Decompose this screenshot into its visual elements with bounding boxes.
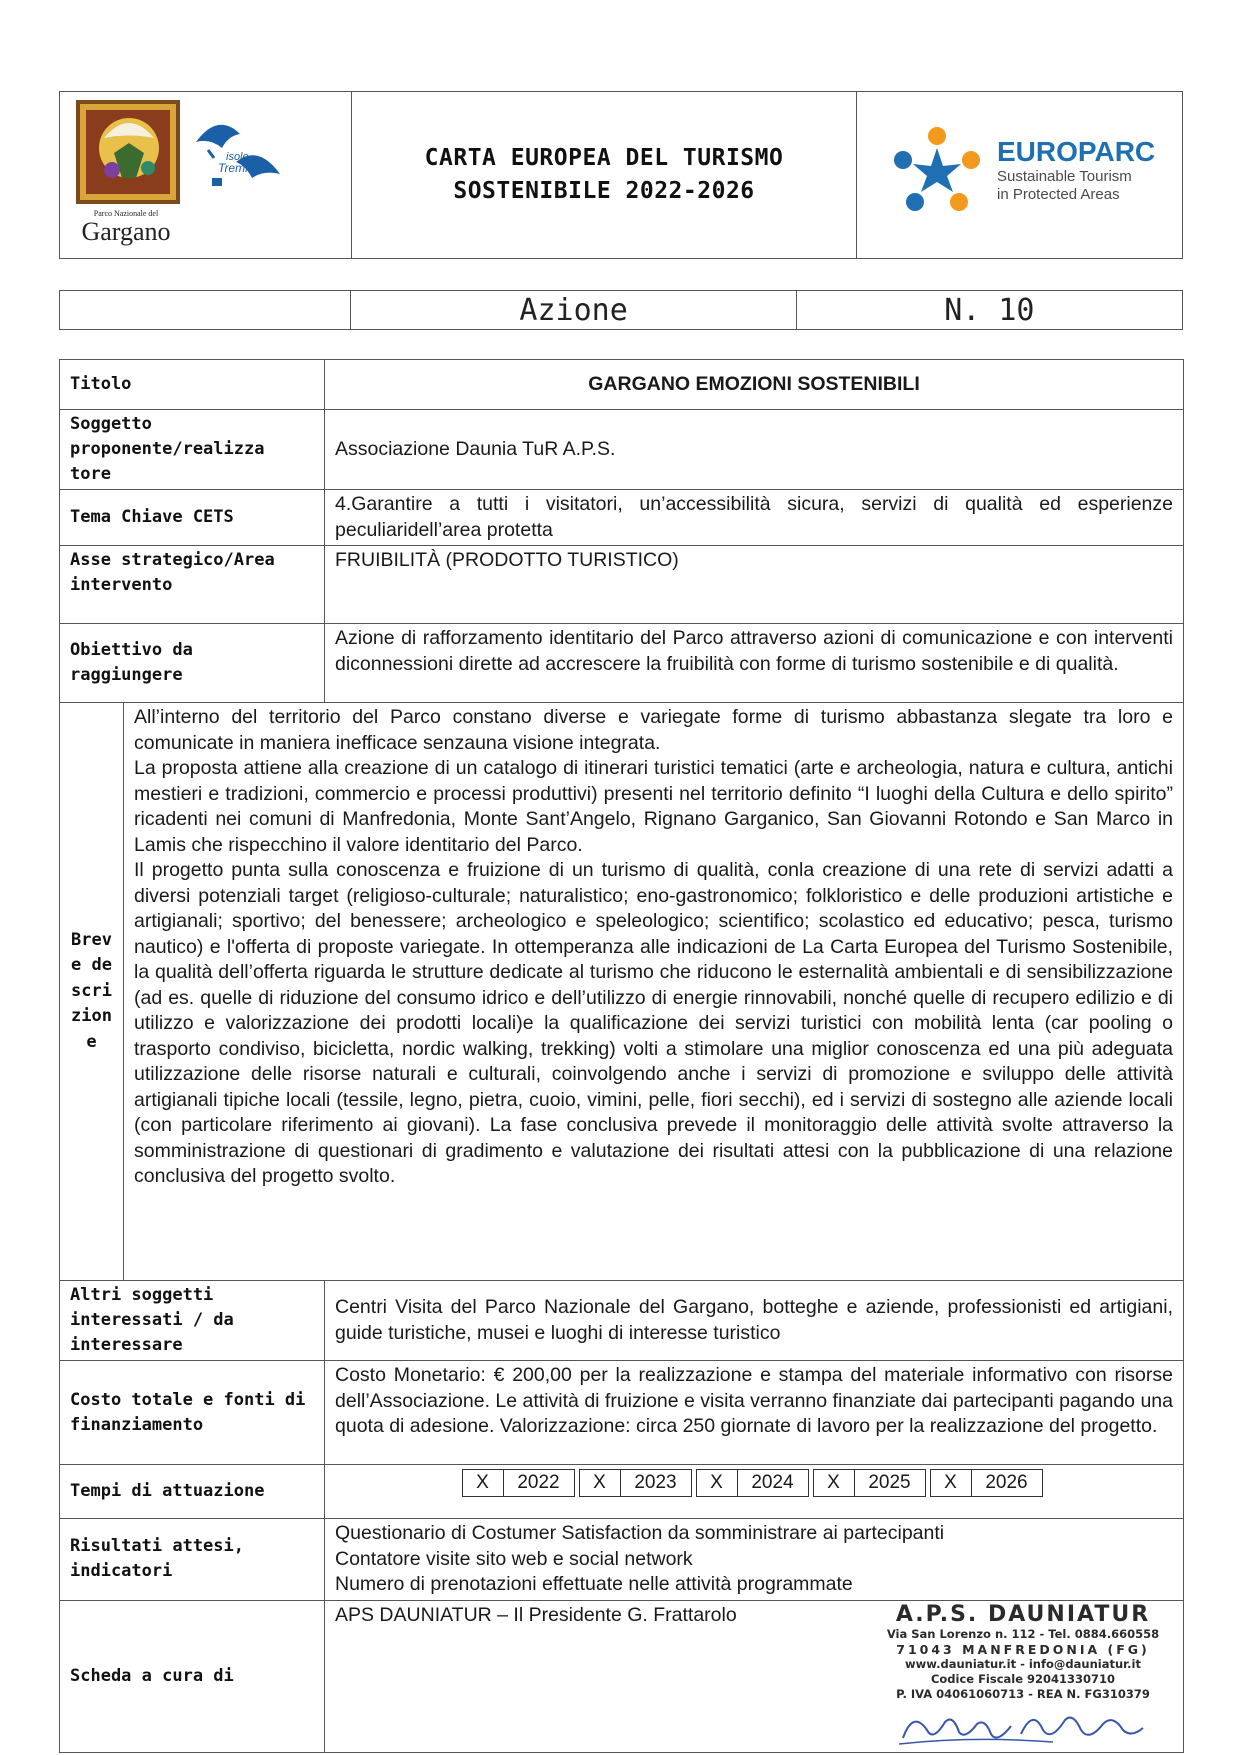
year-mark: X — [579, 1469, 621, 1497]
row-breve — [60, 703, 1184, 1281]
row-obiettivo — [60, 624, 1184, 703]
europarc-tagline-2: in Protected Areas — [997, 186, 1120, 203]
value-tema: 4.Garantire a tutti i visitatori, un’accessibilità sicura, servizi di qualità ed esperienze peculiaridell’area protetta — [325, 490, 1184, 546]
header-title — [352, 92, 857, 258]
label-tempi: Tempi di attuazione — [60, 1465, 325, 1519]
year-mark: X — [462, 1469, 504, 1497]
header-title-line1: CARTA EUROPEA DEL TURISMO — [424, 145, 784, 171]
row-tempi — [60, 1465, 1184, 1519]
label-costo: Costo totale e fonti di finanziamento — [60, 1361, 325, 1465]
label-scheda: Scheda a cura di — [60, 1600, 325, 1752]
azione-label: Azione — [351, 291, 796, 329]
row-asse — [60, 546, 1184, 624]
row-titolo — [60, 360, 1184, 410]
row-tema — [60, 490, 1184, 546]
europarc-tagline-1: Sustainable Tourism — [997, 168, 1132, 185]
year-mark: X — [813, 1469, 855, 1497]
years-strip — [325, 1469, 1183, 1497]
logo-cell — [60, 92, 352, 258]
value-titolo: GARGANO EMOZIONI SOSTENIBILI — [325, 360, 1184, 410]
azione-number: N. 10 — [944, 292, 1035, 328]
tremiti-logo — [188, 114, 288, 194]
gargano-park-logo — [74, 98, 194, 248]
stamp-line-4: www.dauniatur.it - info@dauniatur.it — [904, 1656, 1141, 1671]
breve-paragraph-3: Il progetto punta sulla conoscenza e fruizione di un turismo di qualità, conla creazione di una rete di servizi adatti a diversi potenziali target (religioso-culturale; naturalistico; eno-gastronomico; folkloristico e delle produzioni artistiche e artigianali; sportivo; del benessere; archeologico e speleologico; scientifico; scolastico ed educativo; pesca, turismo nautico) e l'offerta di proposte variegate. In ottemperanza alle indicazioni de La Carta Europea del Turismo Sostenibile, la qualità dell’offerta riguarda le strutture dedicate al turismo che riducono le esternalità ambientali e di sensibilizzazione (ad es. quelle di riduzione del consumo idrico e dell’utilizzo di energie rinnovabili, nonché quelle di recupero edilizio e di utilizzo e valorizzazione dei prodotti locali)e la qualificazione dei servizi turistici con mobilità lenta (car pooling o trasporto condiviso, bicicletta, nordic walking, trekking) volti a stimolare una miglior conoscenza ed una più adeguata utilizzazione delle risorse naturali e culturali, coinvolgendo anche i servizi di promozione e sviluppo delle attività artigianali tipiche locali (tessile, legno, pietra, cuoio, vimini, pelle, fiori secchi), ed i servizi di sostegno alle aziende locali (con particolare riferimento ai giovani). La fase conclusiva prevede il monitoraggio delle attività svolte attraverso la somministrazione di questionari di gradimento e valutazione dei risultati attesi con la pubblicazione di una relazione conclusiva del progetto svolto. — [134, 859, 1173, 1187]
svg-text:isole: isole — [226, 151, 249, 163]
risultati-line-1: Questionario di Costumer Satisfaction da somministrare ai partecipanti — [335, 1522, 945, 1544]
year-cell: 2023 — [620, 1469, 692, 1497]
row-altri — [60, 1281, 1184, 1361]
stamp-line-5: Codice Fiscale 92041330710 — [930, 1671, 1116, 1686]
year-cell: 2022 — [503, 1469, 575, 1497]
label-altri: Altri soggetti interessati / da interessare — [60, 1281, 325, 1361]
stamp-line-3: 71043 MANFREDONIA (FG) — [896, 1641, 1150, 1657]
stamp-line-1: A.P.S. DAUNIATUR — [895, 1601, 1151, 1627]
value-breve — [124, 703, 1184, 1281]
stamp-line-6: P. IVA 04061060713 - REA N. FG310379 — [896, 1686, 1150, 1701]
risultati-line-2: Contatore visite sito web e social network — [335, 1547, 693, 1570]
signature — [893, 1700, 1153, 1750]
year-mark: X — [930, 1469, 972, 1497]
value-soggetto: Associazione Daunia TuR A.P.S. — [325, 410, 1184, 490]
value-asse: FRUIBILITÀ (PRODOTTO TURISTICO) — [325, 546, 1184, 624]
label-titolo: Titolo — [60, 360, 325, 410]
stamp-line-2: Via San Lorenzo n. 112 - Tel. 0884.660558 — [886, 1626, 1160, 1641]
label-soggetto: Soggetto proponente/realizza tore — [60, 410, 325, 490]
row-costo — [60, 1361, 1184, 1465]
row-risultati — [60, 1519, 1184, 1601]
value-risultati — [325, 1519, 1184, 1601]
header-box — [59, 91, 1183, 259]
header-title-line2: SOSTENIBILE 2022-2026 — [453, 178, 755, 204]
azione-bar — [59, 290, 1183, 330]
europarc-cell — [857, 92, 1182, 258]
gargano-logo-wordmark: Gargano — [81, 217, 171, 246]
value-altri: Centri Visita del Parco Nazionale del Gargano, botteghe e aziende, professionisti ed artigiani, guide turistiche, musei e luoghi di interesse turistico — [325, 1281, 1184, 1361]
svg-text:Tremiti: Tremiti — [218, 161, 254, 175]
breve-paragraph-1: All’interno del territorio del Parco constano diverse e variegate forme di turismo abbastanza slegate tra loro e comunicate in maniera inefficace senzauna visione integrata. — [134, 706, 1173, 754]
label-risultati: Risultati attesi, indicatori — [60, 1519, 325, 1601]
year-mark: X — [696, 1469, 738, 1497]
label-tema: Tema Chiave CETS — [60, 490, 325, 546]
scheda-author: APS DAUNIATUR – Il Presidente G. Frattarolo — [335, 1603, 737, 1626]
action-sheet-table — [59, 359, 1184, 1753]
value-tempi — [325, 1465, 1184, 1519]
year-cell: 2024 — [737, 1469, 809, 1497]
association-stamp — [873, 1603, 1173, 1702]
value-scheda — [325, 1600, 1184, 1752]
year-cell: 2025 — [854, 1469, 926, 1497]
risultati-line-3: Numero di prenotazioni effettuate nelle attività programmate — [335, 1573, 853, 1595]
europarc-name: EUROPARC — [997, 136, 1156, 167]
value-obiettivo: Azione di rafforzamento identitario del Parco attraverso azioni di comunicazione e con interventi diconnessioni dirette ad accrescere la fruibilità con forme di turismo sostenibile e di qualità. — [325, 624, 1184, 703]
azione-empty-cell — [60, 291, 351, 329]
label-breve: Breve descrizione — [60, 703, 124, 1281]
breve-paragraph-2: La proposta attiene alla creazione di un catalogo di itinerari turistici tematici (arte e archeologia, natura e cultura, antichi mestieri e tradizioni, commercio e processi produttivi) presenti nel territorio definito “I luoghi della Cultura e dello spirito” ricadenti nei comuni di Manfredonia, Monte Sant’Angelo, Rignano Garganico, San Giovanni Rotondo e San Marco in Lamis che rispecchino il valore identitario del Parco. — [134, 757, 1173, 856]
value-costo: Costo Monetario: € 200,00 per la realizzazione e stampa del materiale informativo con risorse dell’Associazione. Le attività di fruizione e visita verranno finanziate dai partecipanti pagando una quota di adesione. Valorizzazione: circa 250 giornate di lavoro per la realizzazione del progetto. — [325, 1361, 1184, 1465]
label-asse: Asse strategico/Area intervento — [60, 546, 325, 624]
europarc-star-icon — [887, 122, 987, 222]
year-cell: 2026 — [971, 1469, 1043, 1497]
row-soggetto — [60, 410, 1184, 490]
label-obiettivo: Obiettivo da raggiungere — [60, 624, 325, 703]
row-scheda — [60, 1600, 1184, 1752]
gargano-logo-caption: Parco Nazionale del — [93, 209, 159, 218]
